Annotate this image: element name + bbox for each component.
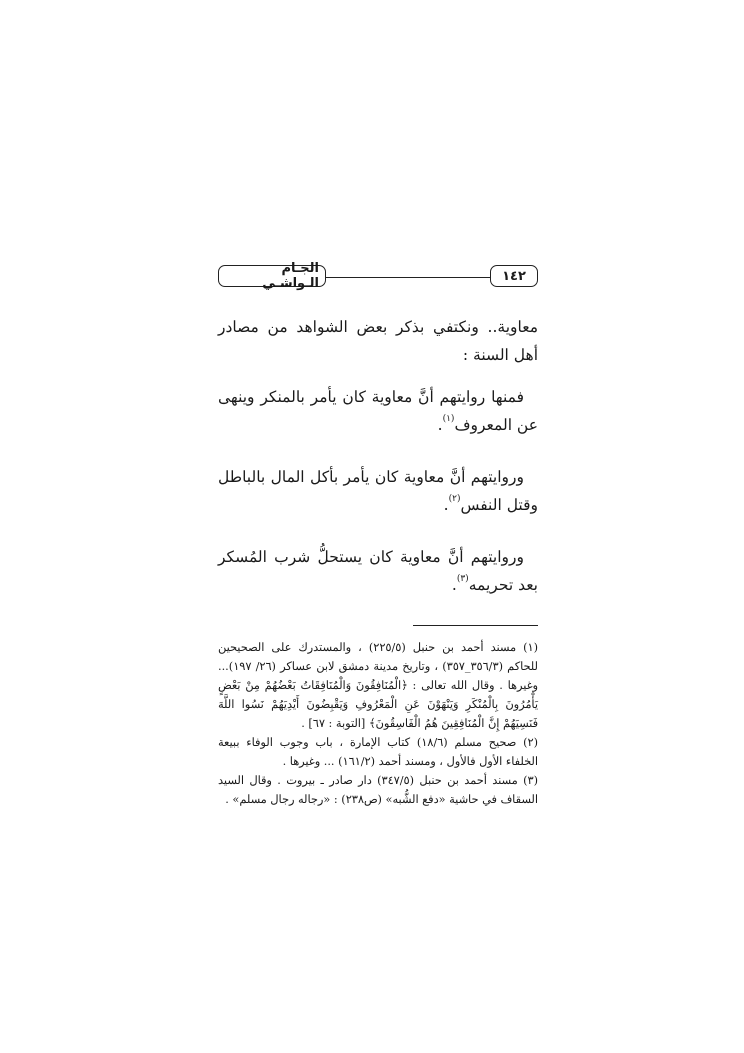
paragraph-end: . <box>443 496 449 514</box>
paragraph-narration-3 <box>218 543 538 599</box>
footnote-ref-1[interactable]: (١) <box>442 413 455 424</box>
footnote-number: (٢) <box>523 736 539 749</box>
paragraph-text: فمنها روايتهم أنَّ معاوية كان يأمر بالمنكر وينهى عن المعروف <box>218 388 538 434</box>
footnote-separator <box>413 625 538 626</box>
footnote-ref-3[interactable]: (٣) <box>456 573 469 584</box>
paragraph-end: . <box>437 416 443 434</box>
main-text <box>218 313 538 599</box>
running-title: الجـام الـواشـي <box>218 265 326 287</box>
footnote-number: (١) <box>523 641 539 654</box>
footnote-ref-2[interactable]: (٢) <box>448 493 461 504</box>
footnotes <box>218 638 538 809</box>
paragraph-end: . <box>451 576 457 594</box>
verse-source: [التوبة : ٦٧] . <box>301 717 366 730</box>
paragraph-text: وروايتهم أنَّ معاوية كان يأمر بأكل المال بالباطل وقتل النفس <box>218 468 538 514</box>
paragraph-narration-1 <box>218 383 538 439</box>
book-page <box>218 261 539 809</box>
footnote-number: (٣) <box>523 774 538 787</box>
footnote-3 <box>218 771 538 809</box>
quran-verse: ﴿الْمُنَافِقُونَ وَالْمُنَافِقَاتُ بَعْضُهُمْ مِنْ بَعْضٍ يَأْمُرُونَ بِالْمُنْكَرِ وَيَنْهَوْنَ عَنِ الْمَعْرُوفِ وَيَقْبِضُونَ أَيْدِيَهُمْ نَسُوا اللَّهَ فَنَسِيَهُمْ إِنَّ الْمُنَافِقِينَ هُمُ الْفَاسِقُونَ﴾ <box>218 679 538 730</box>
paragraph-text: وروايتهم أنَّ معاوية كان يستحلُّ شرب المُسكر بعد تحريمه <box>218 548 538 594</box>
page-header <box>218 261 538 291</box>
paragraph-intro: معاوية.. ونكتفي بذكر بعض الشواهد من مصادر أهل السنة : <box>218 318 538 364</box>
footnote-text: مسند أحمد بن حنبل (٢٢٥/٥) ، والمستدرك على الصحيحين للحاكم (٣٥٦/٣_٣٥٧) ، وتاريخ مدينة دمشق لابن عساكر (٢٦/ ١٩٧)... وغيرها . وقال الله تعالى : <box>218 641 538 692</box>
paragraph-narration-2 <box>218 463 538 519</box>
footnote-2 <box>218 733 538 771</box>
page-number: ١٤٢ <box>490 265 538 287</box>
footnote-1 <box>218 638 538 733</box>
footnote-text: صحيح مسلم (١٨/٦) كتاب الإمارة ، باب وجوب الوفاء ببيعة الخلفاء الأول فالأول ، ومسند أحمد (١٦١/٢) ... وغيرها . <box>218 736 538 768</box>
footnote-text: مسند أحمد بن حنبل (٣٤٧/٥) دار صادر ـ بيروت . وقال السيد السقاف في حاشية «دفع الشُّبه» (ص٢٣٨) : «رجاله رجال مسلم» . <box>218 774 538 806</box>
